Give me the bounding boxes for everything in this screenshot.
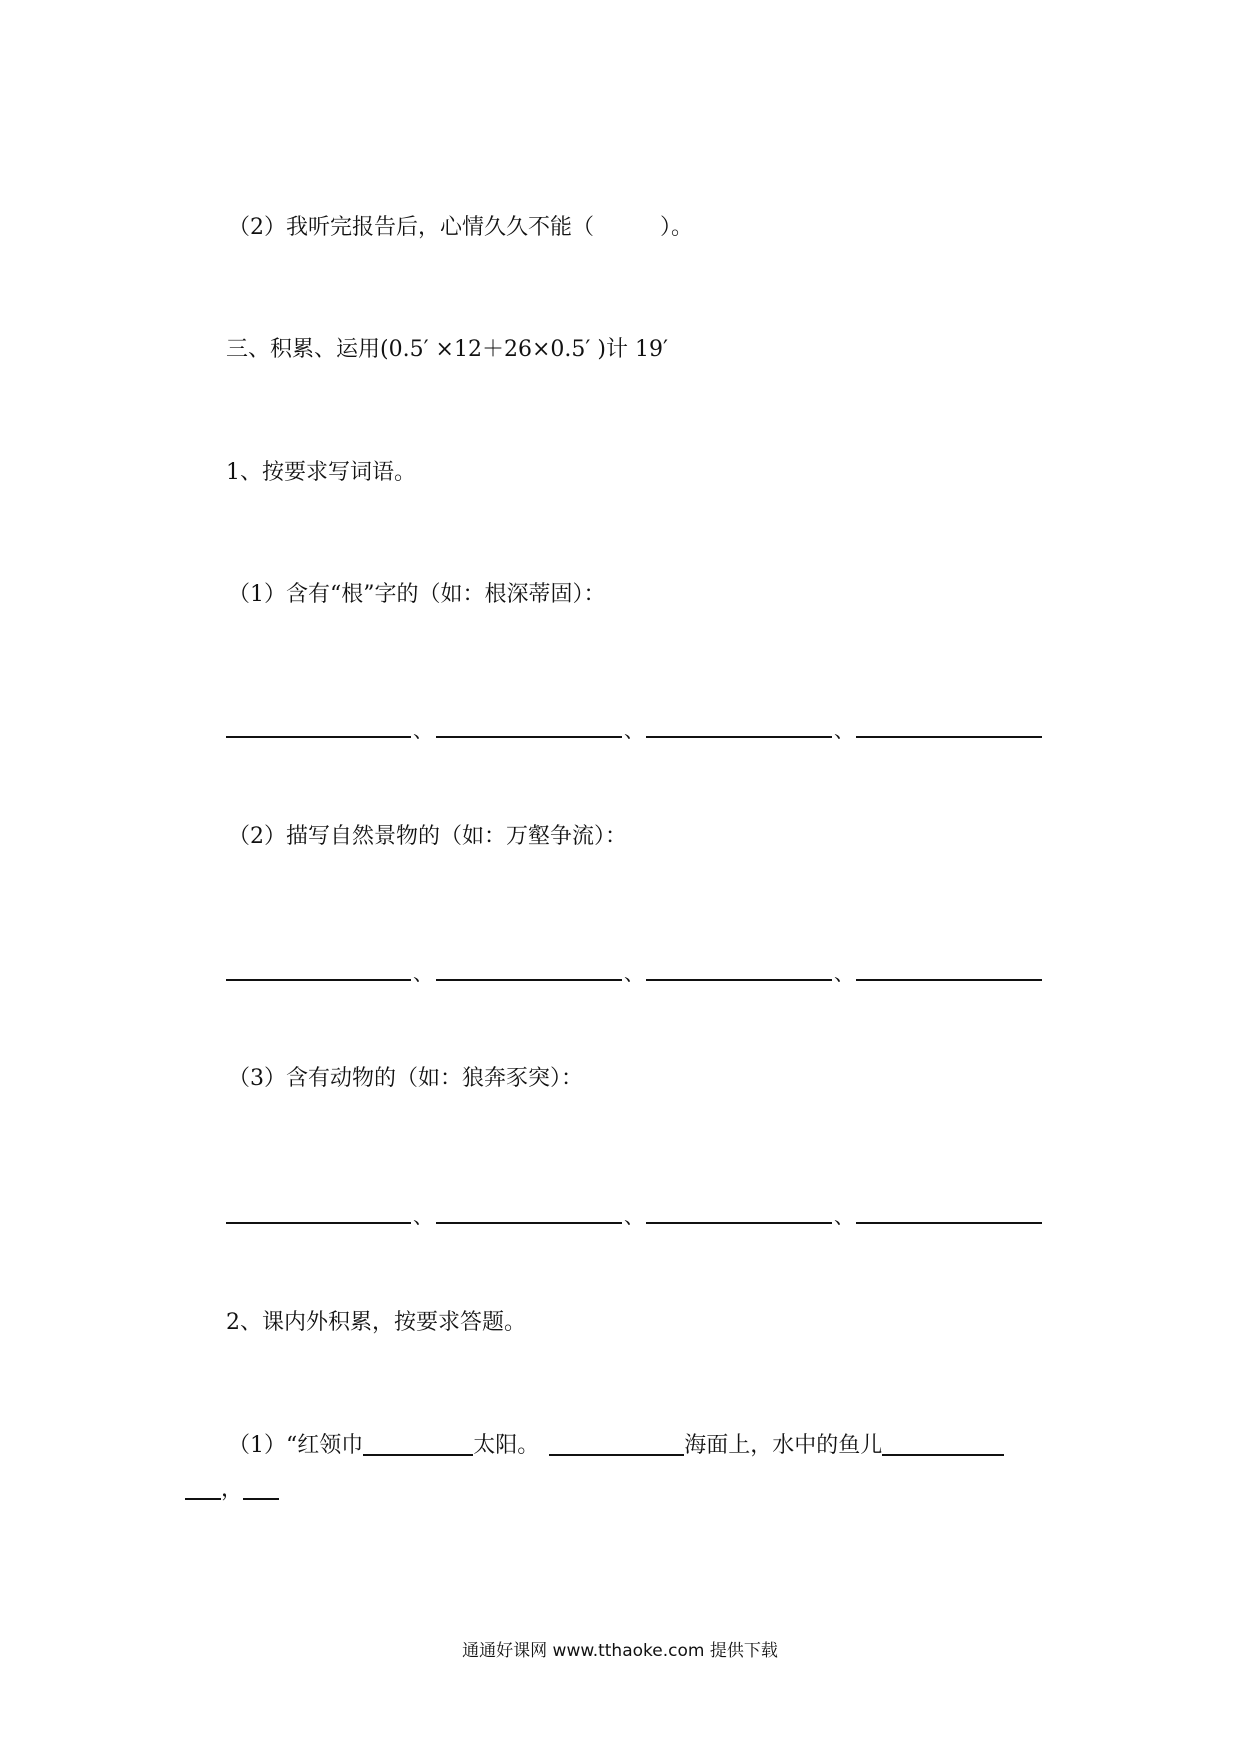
question-1-3-prompt: （3）含有动物的（如：狼奔豕突）： [228,1066,583,1091]
separator: 、 [624,1204,644,1228]
separator: 、 [834,1204,854,1228]
answer-row-1 [226,710,1056,740]
question-1-heading: 1、按要求写词语。 [226,460,416,485]
separator: 、 [834,718,854,742]
page-footer: 通通好课网 www.tthaoke.com 提供下载 [462,1641,778,1661]
answer-blank[interactable] [226,736,411,738]
answer-blank[interactable] [646,979,832,981]
poem-fill-line [228,1431,1004,1461]
poem-blank-5[interactable] [243,1476,279,1500]
separator: 、 [624,961,644,985]
answer-blank[interactable] [856,736,1042,738]
answer-blank[interactable] [226,979,411,981]
separator: 、 [624,718,644,742]
section-3-heading: 三、积累、运用(0.5′ ×12＋26×0.5′ )计 19′ [226,337,668,362]
answer-row-3 [226,1196,1056,1226]
poem-continuation-line [185,1475,279,1505]
question-1-1-prompt: （1）含有“根”字的（如：根深蒂固）： [228,582,606,607]
separator: 、 [413,718,433,742]
answer-blank[interactable] [856,979,1042,981]
answer-blank[interactable] [646,1222,832,1224]
question-2-heading: 2、课内外积累，按要求答题。 [226,1310,526,1335]
answer-blank[interactable] [226,1222,411,1224]
poem-blank-4[interactable] [185,1476,221,1500]
poem-part-3: 海面上，水中的鱼儿 [684,1433,883,1458]
poem-blank-2[interactable] [549,1432,684,1456]
question-1-2-prompt: （2）描写自然景物的（如：万壑争流）： [228,824,627,849]
poem-blank-1[interactable] [363,1432,473,1456]
separator: 、 [413,961,433,985]
poem-comma: ， [221,1477,244,1502]
answer-blank[interactable] [436,736,622,738]
separator: 、 [834,961,854,985]
answer-row-2 [226,953,1056,983]
answer-blank[interactable] [646,736,832,738]
poem-part-2: 太阳。 [473,1433,540,1458]
answer-blank[interactable] [856,1222,1042,1224]
answer-blank[interactable] [436,1222,622,1224]
separator: 、 [413,1204,433,1228]
question-2-2: （2）我听完报告后，心情久久不能（ ）。 [228,215,693,240]
answer-blank[interactable] [436,979,622,981]
poem-blank-3[interactable] [882,1432,1004,1456]
poem-prefix: （1）“红领巾 [228,1433,364,1458]
